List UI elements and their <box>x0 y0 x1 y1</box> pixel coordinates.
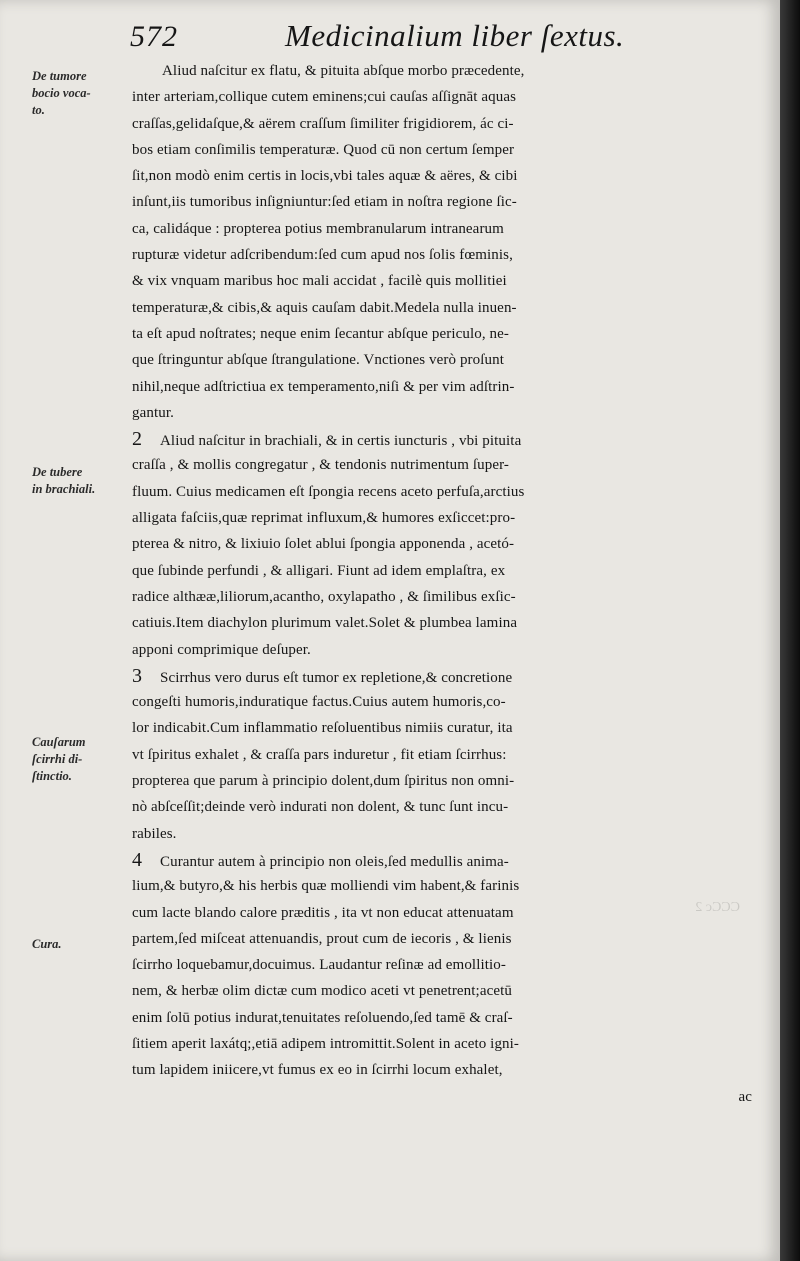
paragraph-number: 4 <box>132 848 143 871</box>
margin-note-cura <box>32 936 130 953</box>
paragraph-4 <box>132 847 772 1110</box>
paragraph-3 <box>132 663 772 847</box>
text-line: rupturæ videtur adſcribendum:ſed cum apud nos ſolis fœminis, <box>132 247 513 264</box>
text-line: congeſti humoris,induratique factus.Cuius autem humoris,co- <box>132 694 506 711</box>
text-line: & vix vnquam maribus hoc mali accidat , facilè quis mollitiei <box>132 273 507 290</box>
catchword: ac <box>738 1088 752 1105</box>
margin-note-line: to. <box>32 103 45 117</box>
margin-note-line: Cauſarum <box>32 735 86 749</box>
text-line: 4 Curantur autem à principio non oleis,ſed medullis anima- <box>132 847 772 873</box>
text-line: pterea & nitro, & lixiuio ſolet ablui ſpongia apponenda , acetó- <box>132 536 515 553</box>
text-line: 3 Scirrhus vero durus eſt tumor ex repletione,& concretione <box>132 663 772 689</box>
margin-note-line: in brachiali. <box>32 482 96 496</box>
text-line: lor indicabit.Cum inflammatio reſoluentibus nimiis curatur, ita <box>132 720 513 737</box>
text-line: rabiles. <box>132 825 177 842</box>
text-line: ca, calidáque : propterea potius membranularum intranearum <box>132 220 504 237</box>
book-spine-shadow <box>780 0 800 1261</box>
margin-note-line: De tumore <box>32 69 87 83</box>
text-line: nò abſceſſit;deinde verò indurati non dolent, & tunc ſunt incu- <box>132 799 509 816</box>
margin-note-line: ſtinctio. <box>32 769 72 783</box>
margin-note-bocio <box>32 68 130 119</box>
main-text <box>132 58 772 1110</box>
text-line: craſſas,gelidaſque,& aërem craſſum ſimiliter frigidiorem, ác ci- <box>132 115 514 132</box>
text-line: alligata faſciis,quæ reprimat influxum,& humores exſiccet:pro- <box>132 510 516 527</box>
paragraph-number: 3 <box>132 664 143 687</box>
text-line: gantur. <box>132 404 174 421</box>
text-line: radice althææ,liliorum,acantho, oxylapatho , & ſimilibus exſic- <box>132 588 516 605</box>
paragraph-number: 2 <box>132 428 143 451</box>
text-line: ta eſt apud noſtrates; neque enim ſecantur abſque periculo, ne- <box>132 325 509 342</box>
text-line: nihil,neque adſtrictiua ex temperamento,niſi & per vim adſtrin- <box>132 378 515 395</box>
page-header <box>130 14 730 58</box>
text-line: craſſa , & mollis congregatur , & tendonis nutrimentum ſuper- <box>132 457 509 474</box>
text-line: propterea que parum à principio dolent,dum ſpiritus non omni- <box>132 773 515 790</box>
text-line: ſitiem aperit laxátq;,etiā adipem intromittit.Solent in aceto igni- <box>132 1035 520 1052</box>
page-number: 572 <box>130 20 178 53</box>
text-line: 2 Aliud naſcitur in brachiali, & in certis iuncturis , vbi pituita <box>132 426 772 452</box>
text-line: inſunt,iis tumoribus inſigniuntur:ſed etiam in noſtra regione ſic- <box>132 194 517 211</box>
text-line: temperaturæ,& cibis,& aquis cauſam dabit.Medela nulla inuen- <box>132 299 517 316</box>
margin-note-line: Cura. <box>32 937 62 951</box>
text-line: ſcirrho loquebamur,docuimus. Laudantur reſinæ ad emollitio- <box>132 957 506 974</box>
text-line: enim ſolū potius indurat,tenuitates reſoluendo,ſed tamē & craſ- <box>132 1009 513 1026</box>
text-line: cum lacte blando calore præditis , ita vt non educat attenuatam <box>132 904 514 921</box>
margin-note-tubere <box>32 464 130 498</box>
text-line: tum lapidem iniicere,vt fumus ex eo in ſcirrhi locum exhalet, <box>132 1062 503 1079</box>
running-title: Medicinalium liber ſextus. <box>285 18 625 53</box>
paragraph-1 <box>132 58 772 426</box>
margin-note-line: ſcirrhi di- <box>32 752 83 766</box>
text-line: vt ſpiritus exhalet , & craſſa pars induretur , fit etiam ſcirrhus: <box>132 746 507 763</box>
text-line: lium,& butyro,& his herbis quæ molliendi vim habent,& farinis <box>132 878 520 895</box>
text-line: que ſtringuntur abſque ſtrangulatione. Vnctiones verò proſunt <box>132 352 504 369</box>
paragraph-2 <box>132 426 772 663</box>
text-line: bos etiam conſimilis temperaturæ. Quod cū non certum ſemper <box>132 141 515 158</box>
text-line: que ſubinde perfundi , & alligari. Fiunt ad idem emplaſtra, ex <box>132 562 506 579</box>
text-line: apponi comprimique deſuper. <box>132 641 311 658</box>
show-through-text: CCCc 2 <box>695 900 740 915</box>
text-line: fluum. Cuius medicamen eſt ſpongia recens aceto perfuſa,arctius <box>132 483 525 500</box>
margin-note-line: bocio voca- <box>32 86 91 100</box>
text-line: ſit,non modò enim certis in locis,vbi tales aquæ & aëres, & cibi <box>132 168 518 185</box>
text-line: nem, & herbæ olim dictæ cum modico aceti vt penetrent;acetū <box>132 983 512 1000</box>
margin-note-causarum <box>32 734 130 785</box>
text-line: catiuis.Item diachylon plurimum valet.Solet & plumbea lamina <box>132 615 518 632</box>
text-line: inter arteriam,collique cutem eminens;cui cauſas aſſignāt aquas <box>132 89 517 106</box>
margin-note-line: De tubere <box>32 465 83 479</box>
text-line: partem,ſed miſceat attenuandis, prout cum de iecoris , & lienis <box>132 930 512 947</box>
text-line: Aliud naſcitur ex flatu, & pituita abſque morbo præcedente, <box>162 63 525 79</box>
